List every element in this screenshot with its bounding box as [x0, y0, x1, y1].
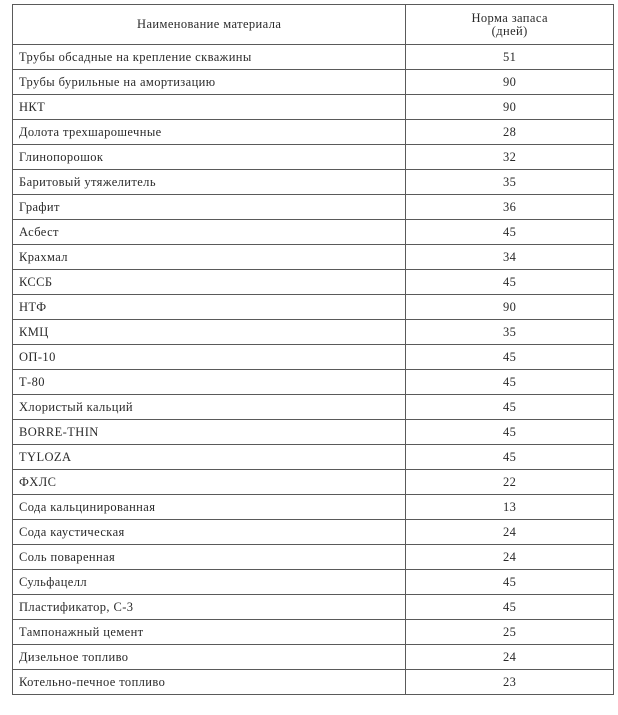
stock-norm-cell: 45	[406, 270, 614, 295]
material-name-cell: НКТ	[13, 95, 406, 120]
material-name-cell: Сода кальцинированная	[13, 495, 406, 520]
stock-norm-cell: 45	[406, 370, 614, 395]
material-name-cell: Долота трехшарошечные	[13, 120, 406, 145]
table-row	[13, 520, 614, 545]
table-row	[13, 195, 614, 220]
table-row	[13, 370, 614, 395]
table-row	[13, 70, 614, 95]
table-row	[13, 670, 614, 695]
header-stock-norm-line2: (дней)	[491, 23, 528, 38]
material-name-cell: КССБ	[13, 270, 406, 295]
table-row	[13, 95, 614, 120]
material-name-cell: Трубы бурильные на амортизацию	[13, 70, 406, 95]
stock-norm-cell: 35	[406, 320, 614, 345]
header-material-name: Наименование материала	[13, 5, 406, 45]
stock-norm-cell: 24	[406, 645, 614, 670]
material-name-cell: Баритовый утяжелитель	[13, 170, 406, 195]
table-row	[13, 170, 614, 195]
stock-norm-cell: 35	[406, 170, 614, 195]
table-row	[13, 595, 614, 620]
material-name-cell: Котельно-печное топливо	[13, 670, 406, 695]
stock-norm-cell: 51	[406, 45, 614, 70]
stock-norm-cell: 22	[406, 470, 614, 495]
stock-norm-cell: 45	[406, 345, 614, 370]
stock-norm-cell: 23	[406, 670, 614, 695]
material-name-cell: Сода каустическая	[13, 520, 406, 545]
material-name-cell: Хлористый кальций	[13, 395, 406, 420]
stock-norm-cell: 32	[406, 145, 614, 170]
table-row	[13, 420, 614, 445]
table-row	[13, 120, 614, 145]
stock-norm-cell: 24	[406, 545, 614, 570]
stock-norm-cell: 45	[406, 570, 614, 595]
materials-stock-norm-table	[12, 4, 614, 695]
table-row	[13, 320, 614, 345]
table-row	[13, 220, 614, 245]
table-row	[13, 45, 614, 70]
material-name-cell: BORRE-THIN	[13, 420, 406, 445]
header-stock-norm-line1: Норма запаса	[471, 10, 548, 25]
stock-norm-cell: 45	[406, 420, 614, 445]
material-name-cell: НТФ	[13, 295, 406, 320]
stock-norm-cell: 28	[406, 120, 614, 145]
table-row	[13, 570, 614, 595]
material-name-cell: ОП-10	[13, 345, 406, 370]
table-row	[13, 245, 614, 270]
material-name-cell: Трубы обсадные на крепление скважины	[13, 45, 406, 70]
table-row	[13, 345, 614, 370]
table-row	[13, 645, 614, 670]
table-row	[13, 495, 614, 520]
table-row	[13, 545, 614, 570]
table-header-row	[13, 5, 614, 45]
material-name-cell: ФХЛС	[13, 470, 406, 495]
material-name-cell: Т-80	[13, 370, 406, 395]
material-name-cell: Пластификатор, С-3	[13, 595, 406, 620]
stock-norm-cell: 90	[406, 295, 614, 320]
material-name-cell: КМЦ	[13, 320, 406, 345]
stock-norm-cell: 90	[406, 95, 614, 120]
material-name-cell: Соль поваренная	[13, 545, 406, 570]
stock-norm-cell: 45	[406, 445, 614, 470]
stock-norm-cell: 34	[406, 245, 614, 270]
material-name-cell: Графит	[13, 195, 406, 220]
stock-norm-cell: 90	[406, 70, 614, 95]
material-name-cell: Глинопорошок	[13, 145, 406, 170]
table-row	[13, 395, 614, 420]
stock-norm-cell: 25	[406, 620, 614, 645]
table-row	[13, 620, 614, 645]
material-name-cell: Тампонажный цемент	[13, 620, 406, 645]
material-name-cell: Сульфацелл	[13, 570, 406, 595]
table-row	[13, 470, 614, 495]
table-row	[13, 145, 614, 170]
header-stock-norm	[406, 5, 614, 45]
table-body	[13, 45, 614, 695]
stock-norm-cell: 45	[406, 395, 614, 420]
table-row	[13, 270, 614, 295]
table-row	[13, 445, 614, 470]
stock-norm-cell: 45	[406, 595, 614, 620]
material-name-cell: Дизельное топливо	[13, 645, 406, 670]
material-name-cell: TYLOZA	[13, 445, 406, 470]
stock-norm-cell: 13	[406, 495, 614, 520]
stock-norm-cell: 36	[406, 195, 614, 220]
stock-norm-cell: 45	[406, 220, 614, 245]
stock-norm-cell: 24	[406, 520, 614, 545]
material-name-cell: Асбест	[13, 220, 406, 245]
material-name-cell: Крахмал	[13, 245, 406, 270]
table-row	[13, 295, 614, 320]
